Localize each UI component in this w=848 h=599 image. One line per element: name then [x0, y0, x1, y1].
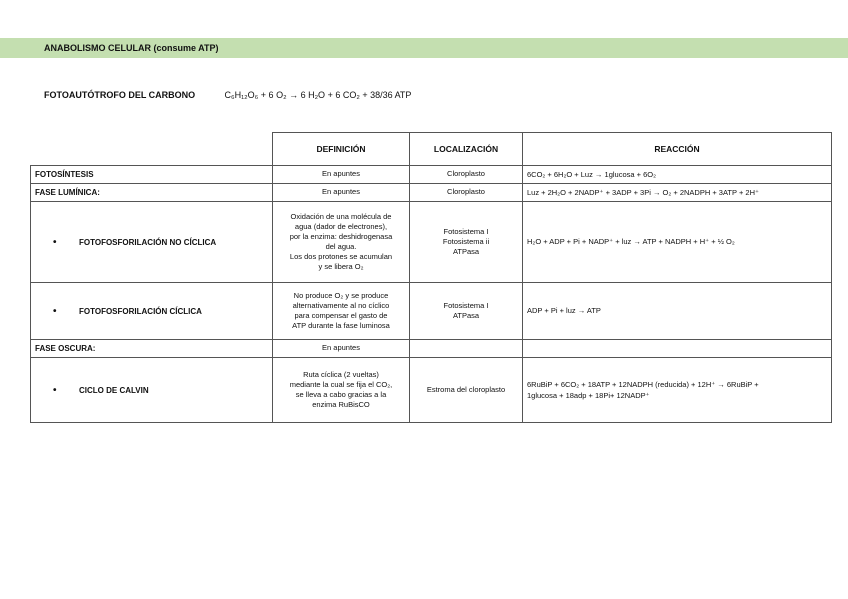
header-blank [31, 133, 273, 166]
table-row [31, 166, 832, 184]
formula-label: FOTOAUTÓTROFO DEL CARBONO [44, 90, 196, 100]
row-localizacion [410, 202, 523, 283]
table-row [31, 283, 832, 340]
definicion-line: mediante la cual se fija el CO₂, [289, 379, 393, 389]
row-name-cell [31, 202, 273, 283]
localizacion-line: Fotosistema I [443, 300, 489, 310]
anabolism-table [30, 132, 832, 423]
row-definicion [273, 358, 410, 423]
row-definicion: En apuntes [273, 340, 410, 358]
row-reaccion: Luz + 2H₂O + 2NADP⁺ + 3ADP + 3Pi → O₂ + 2NADPH + 3ATP + 2H⁺ [523, 184, 832, 202]
row-reaccion [523, 340, 832, 358]
table-header-row [31, 133, 832, 166]
row-localizacion: Cloroplasto [410, 184, 523, 202]
header-localizacion: LOCALIZACIÓN [410, 133, 523, 166]
bullet-marker: • [53, 384, 57, 396]
header-definicion: DEFINICIÓN [273, 133, 410, 166]
row-name: FASE OSCURA: [31, 340, 273, 358]
reaccion-line: 6RuBiP + 6CO₂ + 18ATP + 12NADPH (reducida) + 12H⁺ → 6RuBiP + [527, 379, 759, 389]
reaccion-line: 1glucosa + 18adp + 18Pi+ 12NADP⁺ [527, 391, 650, 400]
definicion-line: del agua. [325, 242, 357, 251]
row-name: FOTOFOSFORILACIÓN CÍCLICA [79, 306, 202, 316]
section-title: ANABOLISMO CELULAR (consume ATP) [44, 43, 219, 53]
definicion-line: enzima RuBisCO [312, 400, 370, 410]
row-reaccion: H₂O + ADP + Pi + NADP⁺ + luz → ATP + NADPH + H⁺ + ½ O₂ [523, 202, 832, 283]
row-localizacion: Cloroplasto [410, 166, 523, 184]
definicion-line: No produce O₂ y se produce [293, 290, 389, 300]
header-reaccion: REACCIÓN [523, 133, 832, 166]
row-reaccion: ADP + Pi + luz → ATP [523, 283, 832, 340]
bullet-marker: • [53, 305, 57, 317]
row-localizacion [410, 340, 523, 358]
definicion-line: alternativamente al no cíclico [292, 300, 390, 310]
definicion-line: Oxidación de una molécula de [290, 211, 392, 221]
definicion-line: se lleva a cabo gracias a la [295, 390, 387, 399]
localizacion-line: Fotosistema I [443, 226, 489, 236]
row-reaccion: 6CO₂ + 6H₂O + Luz → 1glucosa + 6O₂ [523, 166, 832, 184]
row-definicion [273, 202, 410, 283]
row-name: FASE LUMÍNICA: [31, 184, 273, 202]
formula-row [44, 90, 411, 100]
definicion-line: por la enzima: deshidrogenasa [289, 231, 393, 241]
row-reaccion [523, 358, 832, 423]
bullet-marker: • [53, 236, 57, 248]
row-definicion: En apuntes [273, 184, 410, 202]
definicion-line: y se libera O₂ [318, 262, 364, 272]
row-name-cell [31, 283, 273, 340]
table-row [31, 358, 832, 423]
definicion-line: agua (dador de electrones), [294, 221, 388, 231]
definicion-line: para compensar el gasto de [294, 311, 388, 320]
localizacion-line: ATPasa [452, 311, 480, 320]
formula-equation: C₆H₁₂O₆ + 6 O₂ → 6 H₂O + 6 CO₂ + 38/36 ATP [224, 90, 412, 100]
definicion-line: Ruta cíclica (2 vueltas) [303, 369, 379, 379]
row-localizacion [410, 283, 523, 340]
row-name: FOTOFOSFORILACIÓN NO CÍCLICA [79, 237, 217, 247]
localizacion-line: Fotosistema ii [442, 236, 490, 246]
definicion-line: ATP durante la fase luminosa [292, 321, 390, 331]
section-banner [0, 38, 848, 58]
table-row [31, 340, 832, 358]
table-row [31, 184, 832, 202]
row-definicion: En apuntes [273, 166, 410, 184]
row-localizacion: Estroma del cloroplasto [410, 358, 523, 423]
row-name-cell [31, 358, 273, 423]
localizacion-line: ATPasa [452, 247, 480, 257]
row-name: CICLO DE CALVIN [79, 385, 149, 395]
definicion-line: Los dos protones se acumulan [289, 252, 393, 262]
row-name: FOTOSÍNTESIS [31, 166, 273, 184]
table-row [31, 202, 832, 283]
row-definicion [273, 283, 410, 340]
